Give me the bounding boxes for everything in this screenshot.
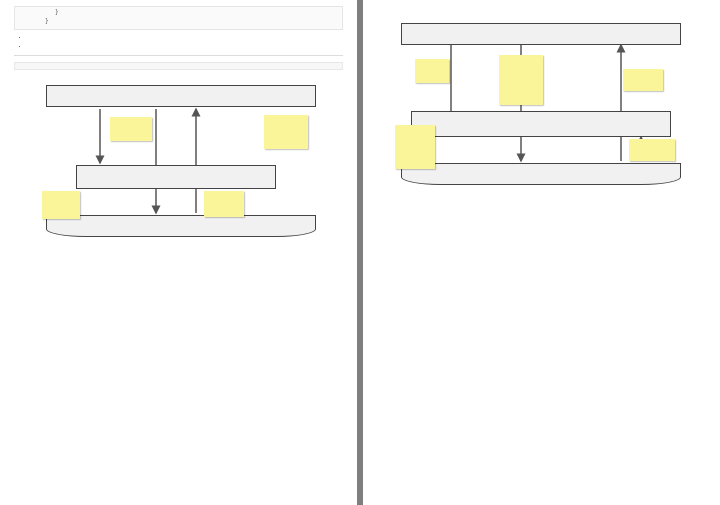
sticky-note xyxy=(629,139,675,161)
request-box xyxy=(46,85,316,107)
redis-box xyxy=(76,165,276,189)
document-page-right xyxy=(363,0,720,505)
cache-breakdown-diagram xyxy=(391,11,691,201)
list-item xyxy=(28,45,343,51)
code-line: } xyxy=(55,9,59,16)
list-item xyxy=(28,36,343,42)
bullet-list xyxy=(14,45,343,51)
database-box xyxy=(46,215,316,237)
sticky-note xyxy=(499,55,543,105)
bullet-list xyxy=(14,36,343,42)
sticky-note xyxy=(264,115,308,149)
sticky-note xyxy=(395,125,435,169)
code-line: } xyxy=(45,18,49,25)
document-page-left xyxy=(0,0,357,505)
sticky-note xyxy=(623,69,663,91)
database-box xyxy=(401,163,681,185)
sticky-note xyxy=(204,191,244,217)
request-box xyxy=(401,23,681,45)
code-block xyxy=(14,6,343,30)
quote-block xyxy=(14,62,343,70)
divider xyxy=(14,55,343,56)
sticky-note xyxy=(110,117,152,141)
cache-penetration-diagram xyxy=(36,75,326,255)
redis-box xyxy=(411,111,671,137)
sticky-note xyxy=(42,191,80,219)
sticky-note xyxy=(415,59,449,83)
